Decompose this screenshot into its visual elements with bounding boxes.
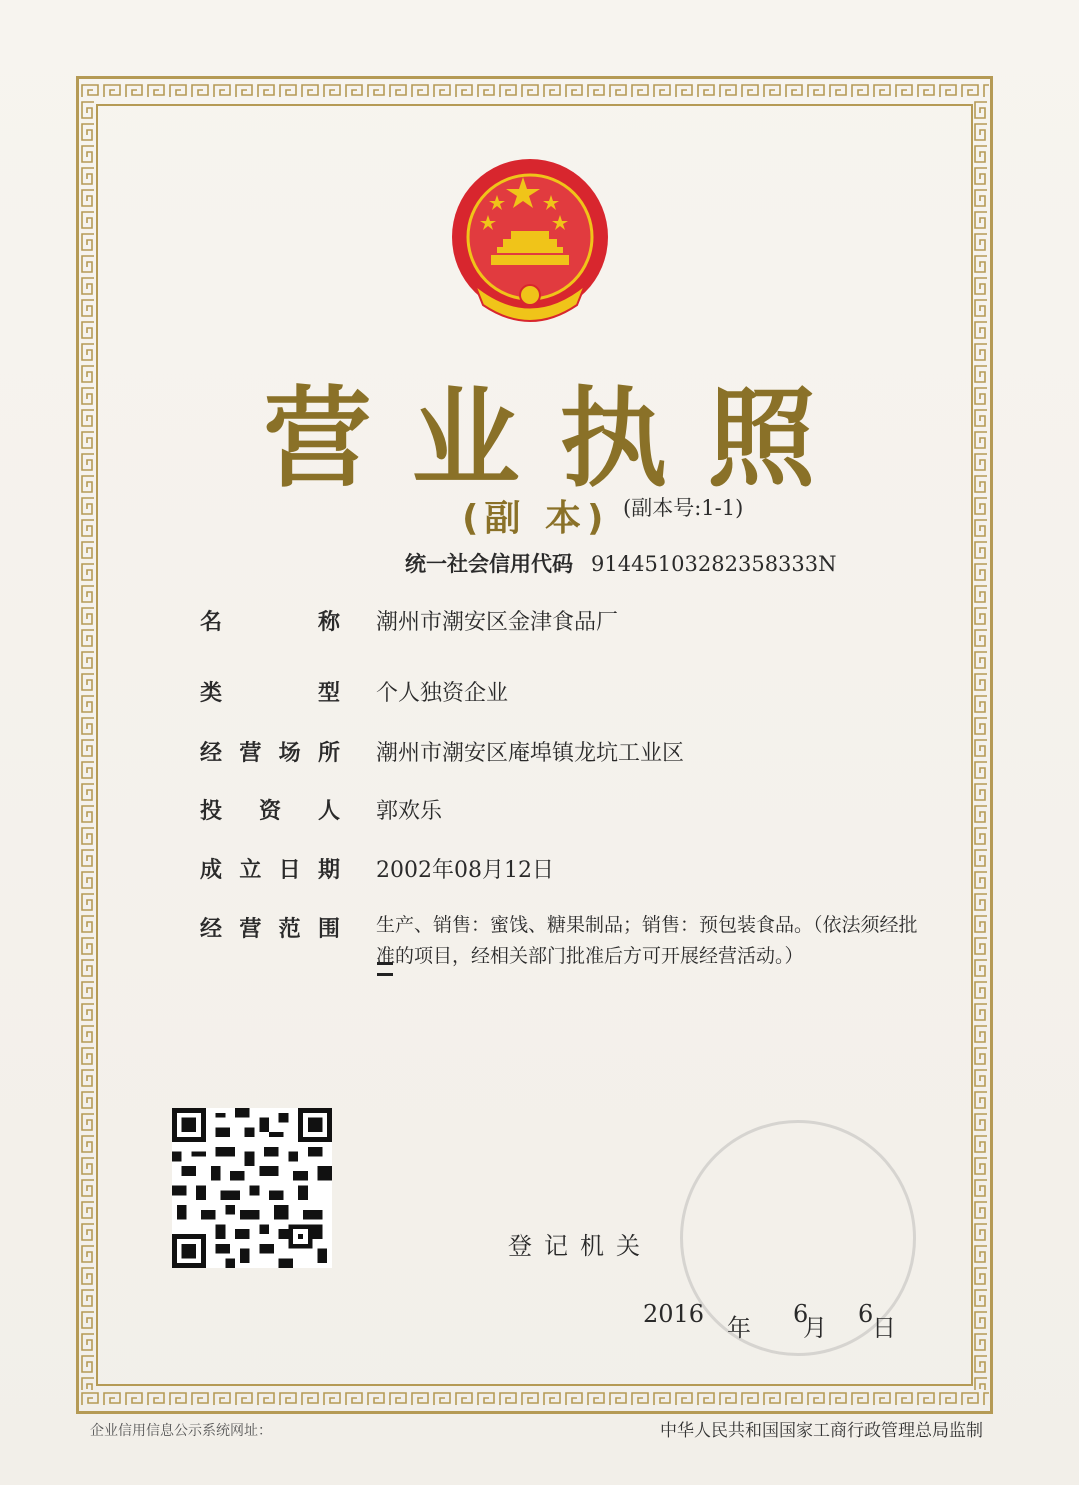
field-row-scope	[200, 912, 918, 967]
field-row-premises	[200, 736, 685, 767]
credit-code-label: 统一社会信用代码	[405, 552, 573, 576]
copy-number: (副本号:1-1)	[623, 496, 744, 520]
issue-year: 2016	[643, 1300, 705, 1328]
national-emblem-icon	[445, 155, 615, 335]
issue-month-unit: 月	[803, 1314, 827, 1342]
border-pattern-bottom	[80, 1390, 989, 1408]
issue-day: 6	[858, 1300, 874, 1328]
field-row-name	[200, 605, 619, 636]
field-label: 经营场所	[200, 741, 340, 766]
document-title: 营业执照	[263, 377, 856, 502]
field-label: 类型	[200, 681, 340, 706]
field-label: 投资人	[200, 799, 340, 824]
field-label: 经营范围	[200, 917, 340, 942]
qr-code-icon	[172, 1108, 332, 1268]
field-row-investor	[200, 794, 443, 825]
field-value: 个人独资企业	[376, 681, 509, 706]
issue-month: 6	[793, 1300, 809, 1328]
registration-authority-label: 登记机关	[508, 1232, 652, 1260]
issue-year-unit: 年	[727, 1314, 751, 1342]
credit-code-row	[405, 548, 837, 578]
issue-day-unit: 日	[872, 1314, 896, 1342]
field-label: 成立日期	[200, 858, 340, 883]
field-value: 郭欢乐	[376, 799, 443, 824]
border-pattern-right	[972, 100, 990, 1390]
border-pattern-top	[80, 82, 989, 100]
credit-code-value: 91445103282358333N	[591, 552, 837, 576]
footer-website-label: 企业信用信息公示系统网址：	[90, 1423, 272, 1439]
field-value: 潮州市潮安区庵埠镇龙坑工业区	[376, 741, 685, 766]
field-value: 潮州市潮安区金津食品厂	[376, 610, 619, 635]
field-row-type	[200, 676, 509, 707]
scope-end-mark	[377, 962, 393, 976]
field-value: 2002年08月12日	[376, 858, 554, 883]
field-row-established	[200, 853, 554, 884]
footer-issuer: 中华人民共和国国家工商行政管理总局监制	[660, 1421, 983, 1441]
document-subtitle: (副 本)	[462, 498, 610, 539]
field-label: 名称	[200, 610, 340, 635]
border-pattern-left	[79, 100, 97, 1390]
field-value: 生产、销售：蜜饯、糖果制品；销售：预包装食品。（依法须经批准的项目，经相关部门批准后方可开展经营活动。）	[376, 914, 918, 967]
